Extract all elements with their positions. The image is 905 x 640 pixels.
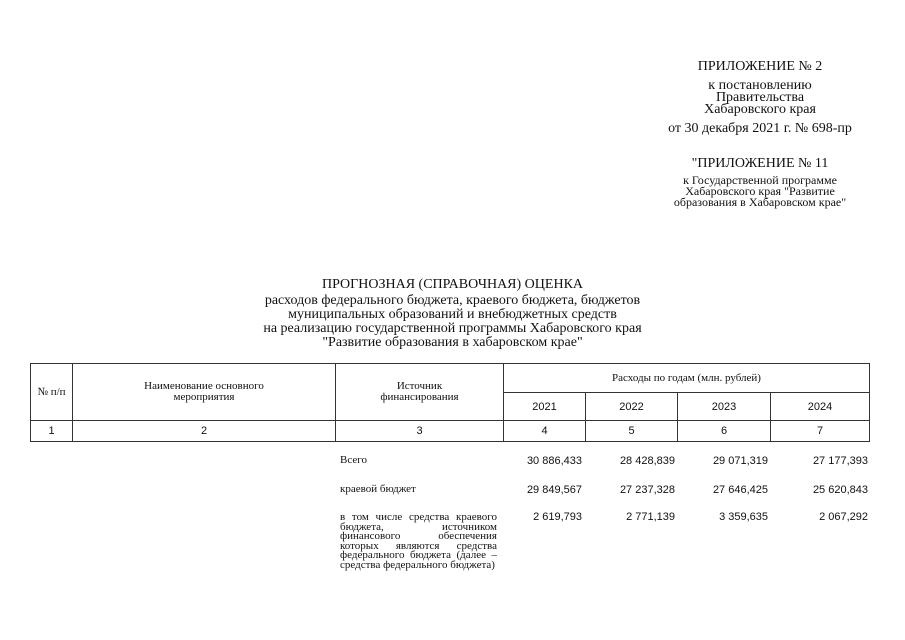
- row-value: 29 071,319: [712, 455, 768, 467]
- row-value: 27 177,393: [812, 455, 868, 467]
- appendix-line: Правительства: [715, 90, 805, 105]
- row-value: 29 849,567: [526, 484, 582, 496]
- column-number: 2: [73, 421, 336, 442]
- row-value: 27 646,425: [712, 484, 768, 496]
- row-value: 25 620,843: [812, 484, 868, 496]
- subtitle-line: расходов федерального бюджета, краевого бюджета, бюджетов: [264, 293, 641, 308]
- appendix11-title: "ПРИЛОЖЕНИЕ № 11: [691, 156, 829, 171]
- column-number: 3: [336, 421, 504, 442]
- column-number: 1: [31, 421, 73, 442]
- column-number: 5: [586, 421, 678, 442]
- appendix11-block: [640, 155, 880, 208]
- header-year: 2024: [771, 393, 870, 421]
- subtitle-line: муниципальных образований и внебюджетных средств: [288, 307, 617, 322]
- row-label: краевой бюджет: [340, 483, 416, 495]
- row-label: в том числе средства краевого бюджета, источником финансового обеспечения которых являются средства федерального бюджета (далее – средства федерального бюджета): [340, 511, 497, 571]
- appendix11-line: образования в Хабаровском крае": [673, 195, 847, 209]
- header-num: № п/п: [31, 364, 73, 421]
- appendix-title: ПРИЛОЖЕНИЕ № 2: [697, 59, 823, 74]
- row-value: 28 428,839: [619, 455, 675, 467]
- subtitle-line: на реализацию государственной программы Хабаровского края: [263, 321, 642, 336]
- document-title: ПРОГНОЗНАЯ (СПРАВОЧНАЯ) ОЦЕНКА: [321, 277, 584, 292]
- appendix-line: к постановлению: [708, 78, 812, 93]
- subtitle-line: "Развитие образования в хабаровском крае": [322, 335, 583, 350]
- row-value: 30 886,433: [526, 455, 582, 467]
- header-year: 2021: [504, 393, 586, 421]
- document-subtitle: [230, 294, 675, 350]
- column-number: 4: [504, 421, 586, 442]
- header-expenses: Расходы по годам (млн. рублей): [504, 364, 870, 393]
- column-number: 6: [678, 421, 771, 442]
- appendix-block: [640, 58, 880, 138]
- appendix-date: от 30 декабря 2021 г. № 698-пр: [668, 121, 852, 136]
- appendix-line: Хабаровского края: [704, 102, 816, 117]
- header-activity: Наименование основного мероприятия: [73, 364, 336, 421]
- row-value: 27 237,328: [619, 484, 675, 496]
- header-year: 2023: [678, 393, 771, 421]
- row-value: 2 067,292: [819, 511, 868, 523]
- header-year: 2022: [586, 393, 678, 421]
- appendix11-line: Хабаровского края "Развитие: [685, 184, 835, 198]
- row-label: Всего: [340, 454, 367, 466]
- header-source: Источник финансирования: [336, 364, 504, 421]
- row-value: 3 359,635: [719, 511, 768, 523]
- row-value: 2 771,139: [626, 511, 675, 523]
- appendix11-line: к Государственной программе: [683, 173, 837, 187]
- column-number: 7: [771, 421, 870, 442]
- expenses-table-header: [30, 363, 870, 442]
- row-value: 2 619,793: [533, 511, 582, 523]
